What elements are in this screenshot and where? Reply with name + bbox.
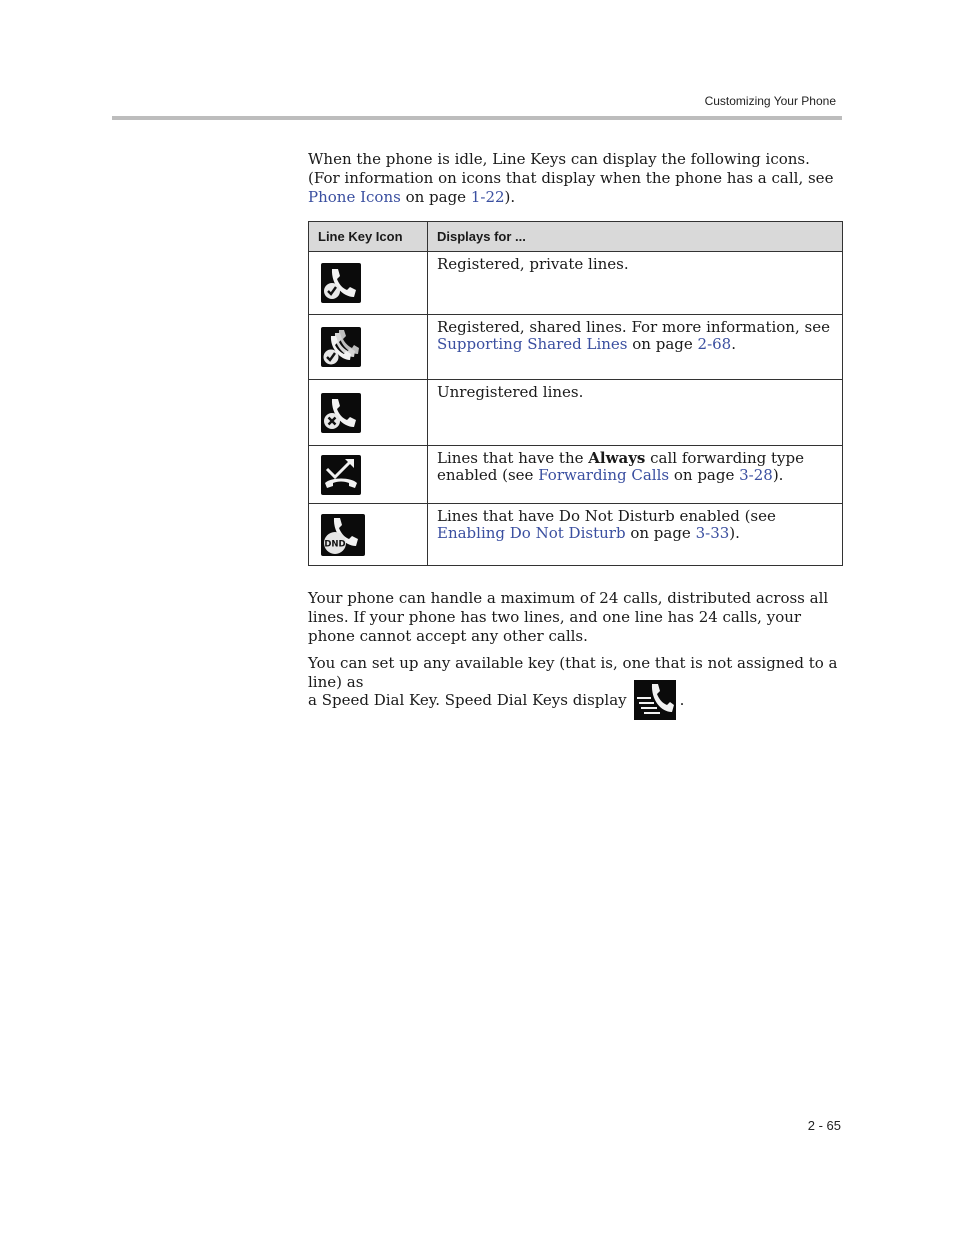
intro-text: on page xyxy=(400,188,471,206)
intro-text: When the phone is idle, Line Keys can display the following icons. (For information on icons that display when the phone has a call, see xyxy=(308,150,834,187)
column-header-displays-for: Displays for ... xyxy=(428,222,843,252)
page-ref-link[interactable]: 3-33 xyxy=(695,524,730,542)
unregistered-line-icon xyxy=(321,393,361,433)
row-description: Unregistered lines. xyxy=(437,383,584,401)
row-description: Registered, private lines. xyxy=(437,255,629,273)
max-calls-paragraph: Your phone can handle a maximum of 24 calls, distributed across all lines. If your phone has two lines, and one line has 24 calls, your phone cannot accept any other calls. xyxy=(308,589,829,645)
registered-shared-line-icon xyxy=(321,327,361,367)
do-not-disturb-icon xyxy=(321,514,365,556)
column-header-icon: Line Key Icon xyxy=(309,222,428,252)
table-row: Lines that have the Always call forwarding type enabled (see Forwarding Calls on page 3-28). xyxy=(309,446,843,504)
speed-dial-paragraph-end: a Speed Dial Key. Speed Dial Keys display . xyxy=(308,680,842,720)
page-ref-link[interactable]: 2-68 xyxy=(697,335,732,353)
running-head: Customizing Your Phone xyxy=(704,94,836,108)
intro-text: ). xyxy=(504,188,516,206)
registered-private-line-icon xyxy=(321,263,361,303)
enabling-do-not-disturb-link[interactable]: Enabling Do Not Disturb xyxy=(437,524,626,542)
page-number: 2 - 65 xyxy=(807,1118,841,1133)
row-description: Lines that have the xyxy=(437,449,589,467)
intro-paragraph xyxy=(308,150,842,207)
speed-dial-icon xyxy=(634,680,676,720)
header-rule xyxy=(112,116,842,120)
supporting-shared-lines-link[interactable]: Supporting Shared Lines xyxy=(437,335,628,353)
always-label: Always xyxy=(588,449,646,467)
forwarding-calls-link[interactable]: Forwarding Calls xyxy=(538,466,670,484)
table-row: Registered, shared lines. For more information, see Supporting Shared Lines on page 2-68. xyxy=(309,315,843,380)
row-description: Registered, shared lines. For more information, see xyxy=(437,318,830,336)
table-row xyxy=(309,252,843,315)
line-key-icons-table xyxy=(308,221,843,566)
page-ref-link[interactable]: 3-28 xyxy=(739,466,773,484)
call-forwarding-icon xyxy=(321,455,361,495)
row-description: Lines that have Do Not Disturb enabled (see xyxy=(437,507,776,525)
phone-icons-link[interactable]: Phone Icons xyxy=(308,188,401,206)
table-row xyxy=(309,380,843,446)
table-row: DND Lines that have Do Not Disturb enabled (see Enabling Do Not Disturb on page 3-33). xyxy=(309,504,843,566)
speed-dial-paragraph: You can set up any available key (that is, one that is not assigned to a line) as xyxy=(308,654,838,691)
dnd-icon-label: DND xyxy=(324,539,346,549)
table-header-row xyxy=(309,222,843,252)
page-ref-link[interactable]: 1-22 xyxy=(470,188,505,206)
